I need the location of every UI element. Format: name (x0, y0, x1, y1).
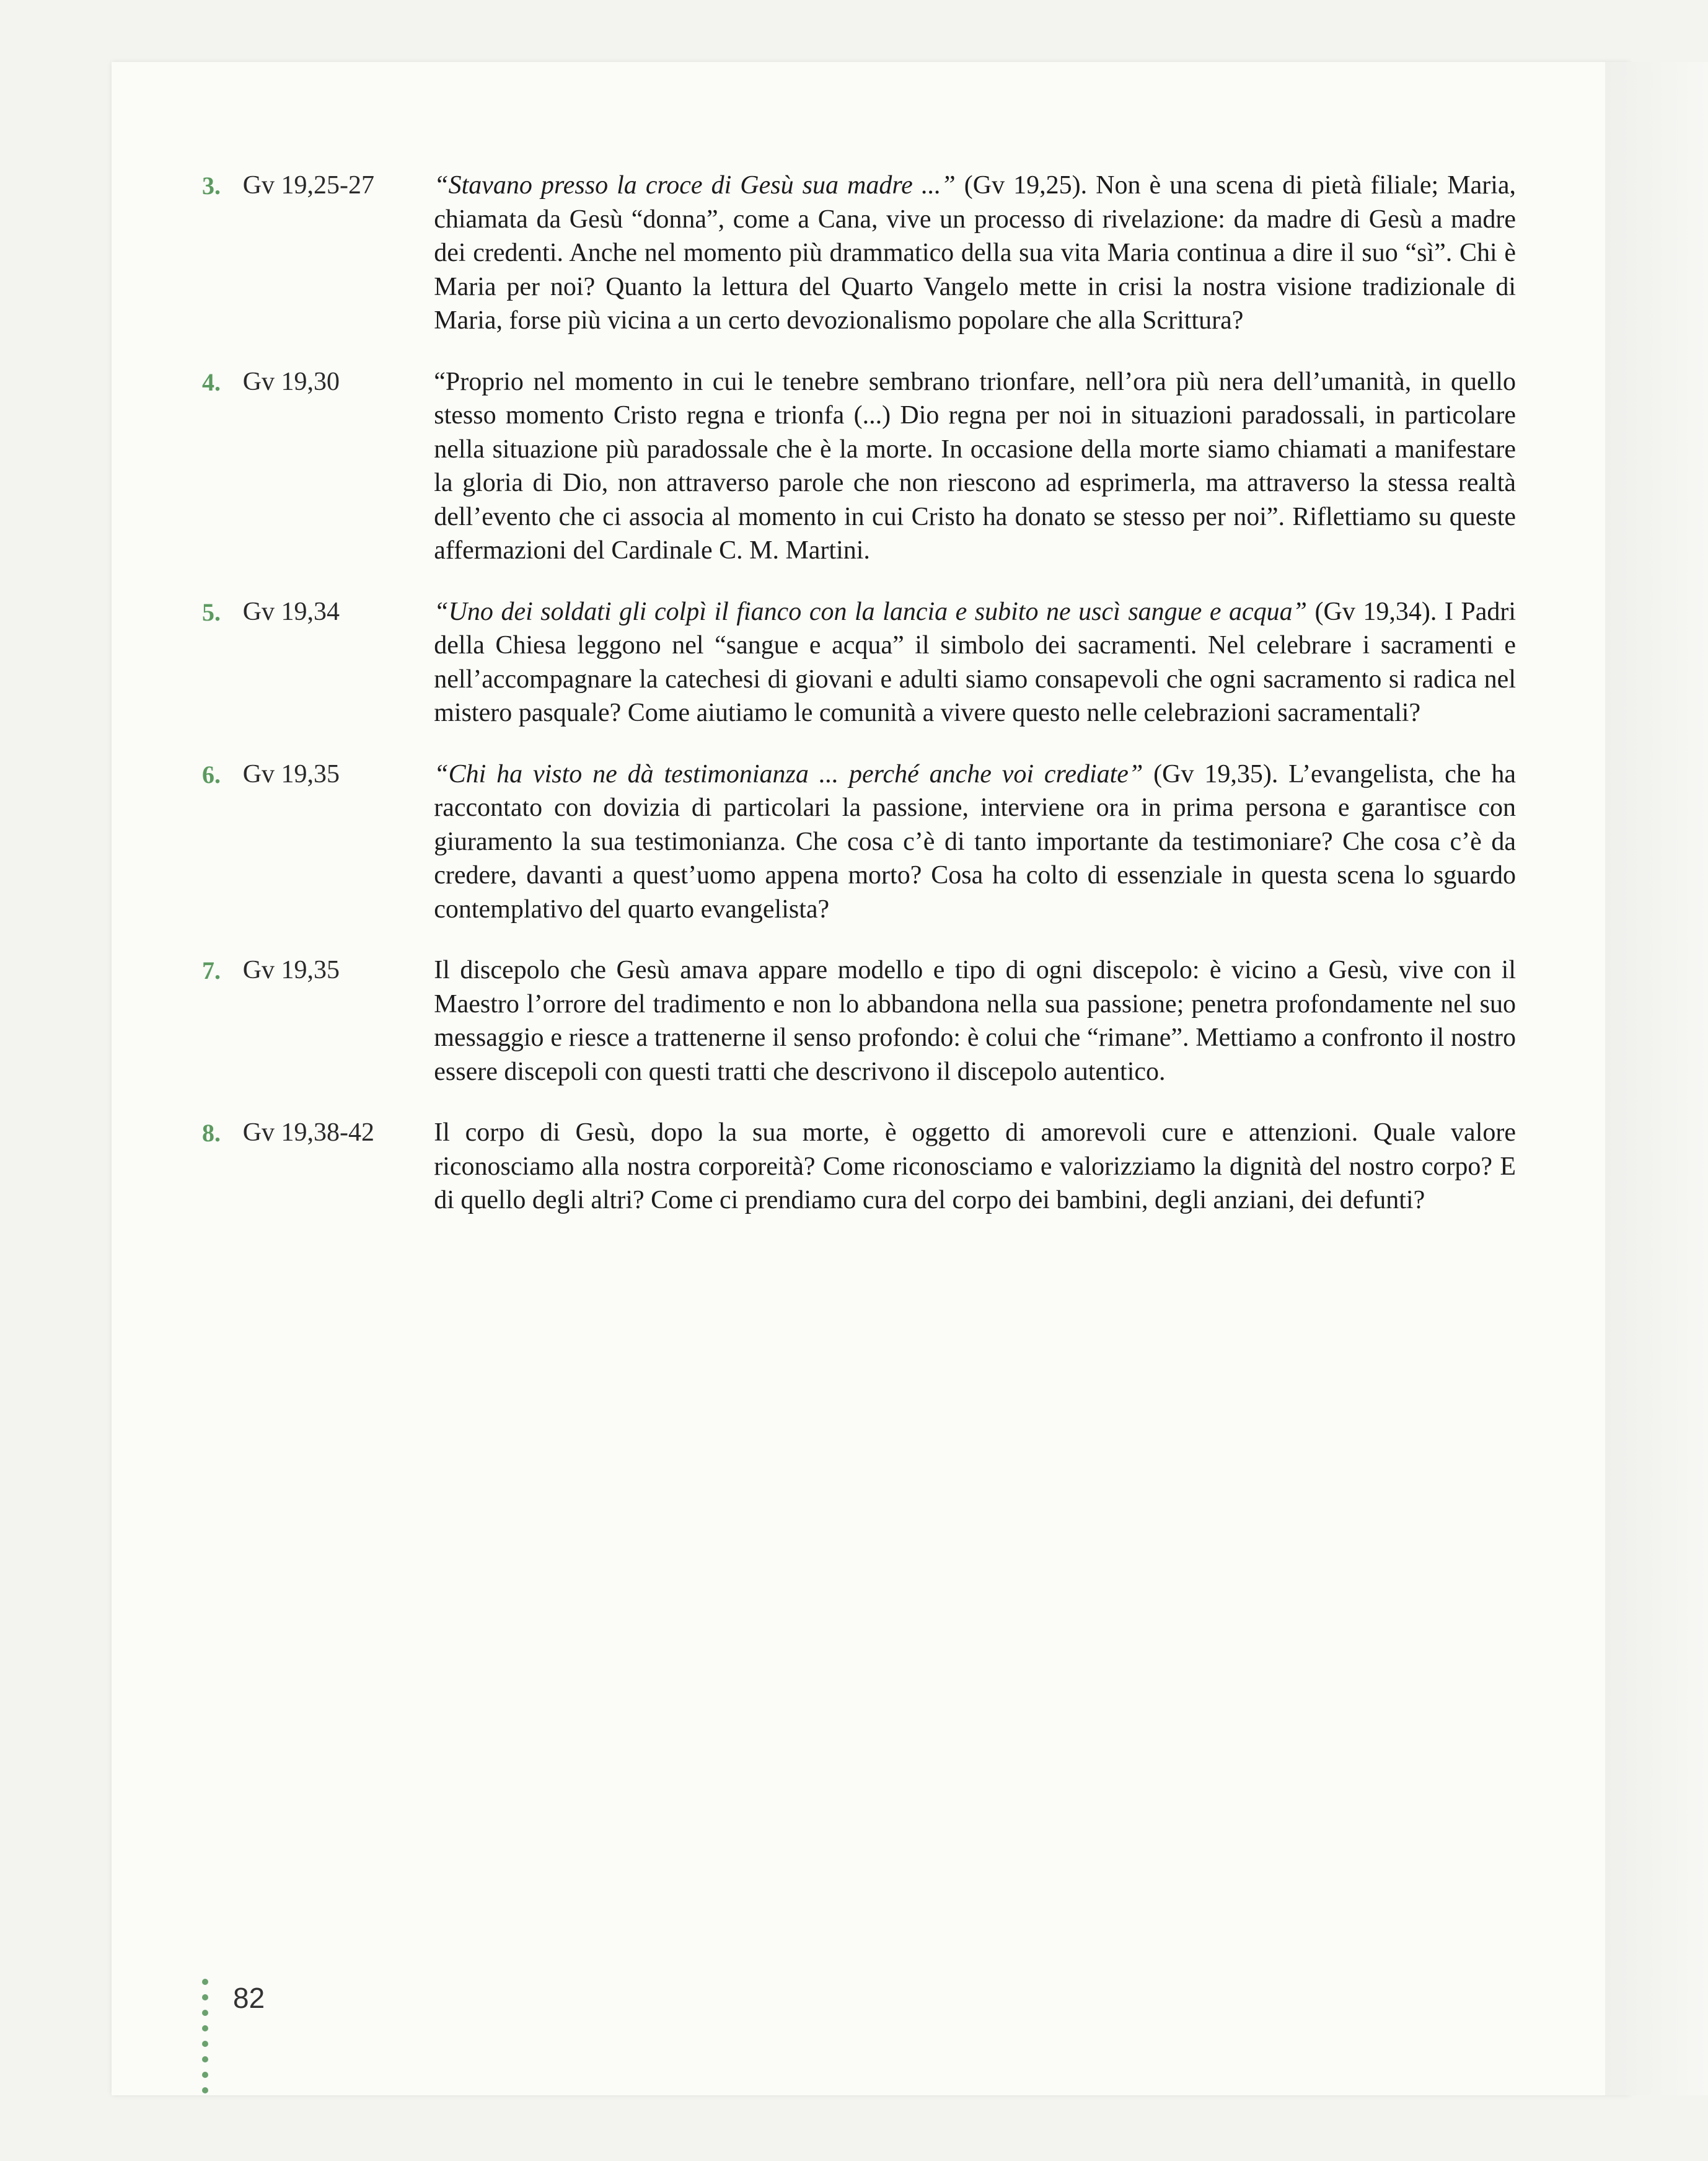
item-reference: Gv 19,25-27 (242, 171, 375, 200)
item-reference: Gv 19,35 (242, 759, 340, 789)
dot (202, 1979, 208, 1985)
list-item (202, 365, 1516, 568)
page-edge (1605, 62, 1708, 2095)
item-body: Il corpo di Gesù, dopo la sua morte, è oggetto di amorevoli cure e attenzioni. Quale valore riconosciamo alla nostra corporeità? Come riconosciamo e valorizziamo la dignità del nostro corpo? E di quello degli altri? Come ci prendiamo cura del corpo dei bambini, degli anziani, dei defunti? (434, 1118, 1516, 1214)
item-body: Il discepolo che Gesù amava appare modello e tipo di ogni discepolo: è vicino a Gesù, vive con il Maestro l’orrore del tradimento e non lo abbandona nella sua passione; penetra profondamente nel suo messaggio e riesce a trattenerne il senso profondo: è colui che “rimane”. Mettiamo a confronto il nostro essere discepoli con questi tratti che descrivono il discepolo autentico. (434, 956, 1516, 1086)
item-number: 8. (202, 1119, 221, 1147)
page-number: 82 (233, 1982, 265, 2014)
item-text (434, 365, 1516, 568)
item-reference: Gv 19,34 (242, 597, 340, 626)
list-item (202, 758, 1516, 927)
question-list (202, 169, 1516, 1245)
dot (202, 1994, 208, 2000)
dot (202, 2072, 208, 2078)
list-item (202, 169, 1516, 338)
item-number: 5. (202, 598, 221, 626)
item-quote: “Uno dei soldati gli colpì il fianco con la lancia e subito ne uscì sangue e acqua” (434, 597, 1307, 626)
item-number: 7. (202, 957, 221, 984)
item-quote: “Chi ha visto ne dà testimonianza ... perché anche voi crediate” (434, 759, 1143, 789)
item-number: 3. (202, 172, 221, 200)
item-text (434, 169, 1516, 338)
item-text (434, 1116, 1516, 1217)
item-body: (Gv 19,34). I Padri della Chiesa leggono nel “sangue e acqua” il simbolo dei sacramenti. Nel celebrare i sacramenti e nell’accompagnare la catechesi di giovani e adulti siamo consapevoli che ogni sacramento si radica nel mistero pasquale? Come aiutiamo le comunità a vivere questo nelle celebrazioni sacramentali? (434, 597, 1517, 727)
dot (202, 2010, 208, 2016)
item-reference: Gv 19,38-42 (242, 1118, 375, 1147)
dot (202, 2025, 208, 2031)
list-item (202, 595, 1516, 730)
item-text (434, 953, 1516, 1089)
item-quote: “Stavano presso la croce di Gesù sua madre ...” (434, 171, 956, 200)
item-text (434, 595, 1516, 730)
dot (202, 2056, 208, 2062)
item-body: (Gv 19,35). L’evangelista, che ha raccontato con dovizia di particolari la passione, interviene ora in prima persona e garantisce con giuramento la sua testimonianza. Che cosa c’è di tanto importante da testimoniare? Che cosa c’è da credere, davanti a quest’uomo appena morto? Cosa ha colto di essenziale in questa scena lo sguardo contemplativo del quarto evangelista? (434, 759, 1517, 924)
dot (202, 2041, 208, 2047)
item-reference: Gv 19,30 (242, 367, 340, 396)
item-body: (Gv 19,25). Non è una scena di pietà filiale; Maria, chiamata da Gesù “donna”, come a Cana, vive un processo di rivelazione: da madre di Gesù a madre dei credenti. Anche nel momento più drammatico della sua vita Maria continua a dire il suo “sì”. Chi è Maria per noi? Quanto la lettura del Quarto Vangelo mette in crisi la nostra visione tradizionale di Maria, forse più vicina a un certo devozionalismo popolare che alla Scrittura? (434, 171, 1517, 335)
list-item (202, 953, 1516, 1089)
dot (202, 2087, 208, 2093)
page-number-dots (202, 1979, 209, 2103)
item-number: 6. (202, 760, 221, 789)
item-text (434, 758, 1516, 927)
item-number: 4. (202, 368, 221, 396)
item-body: “Proprio nel momento in cui le tenebre sembrano trionfare, nell’ora più nera dell’umanità, in quello stesso momento Cristo regna e trionfa (...) Dio regna per noi in situazioni paradossali, in particolare nella situazione più paradossale che è la morte. In occasione della morte siamo chiamati a manifestare la gloria di Dio, non attraverso parole che non riescono ad esprimerla, ma attraverso la stessa realtà dell’evento che ci associa al momento in cui Cristo ha donato se stesso per noi”. Riflettiamo su queste affermazioni del Cardinale C. M. Martini. (434, 367, 1516, 565)
list-item (202, 1116, 1516, 1217)
item-reference: Gv 19,35 (242, 956, 340, 984)
